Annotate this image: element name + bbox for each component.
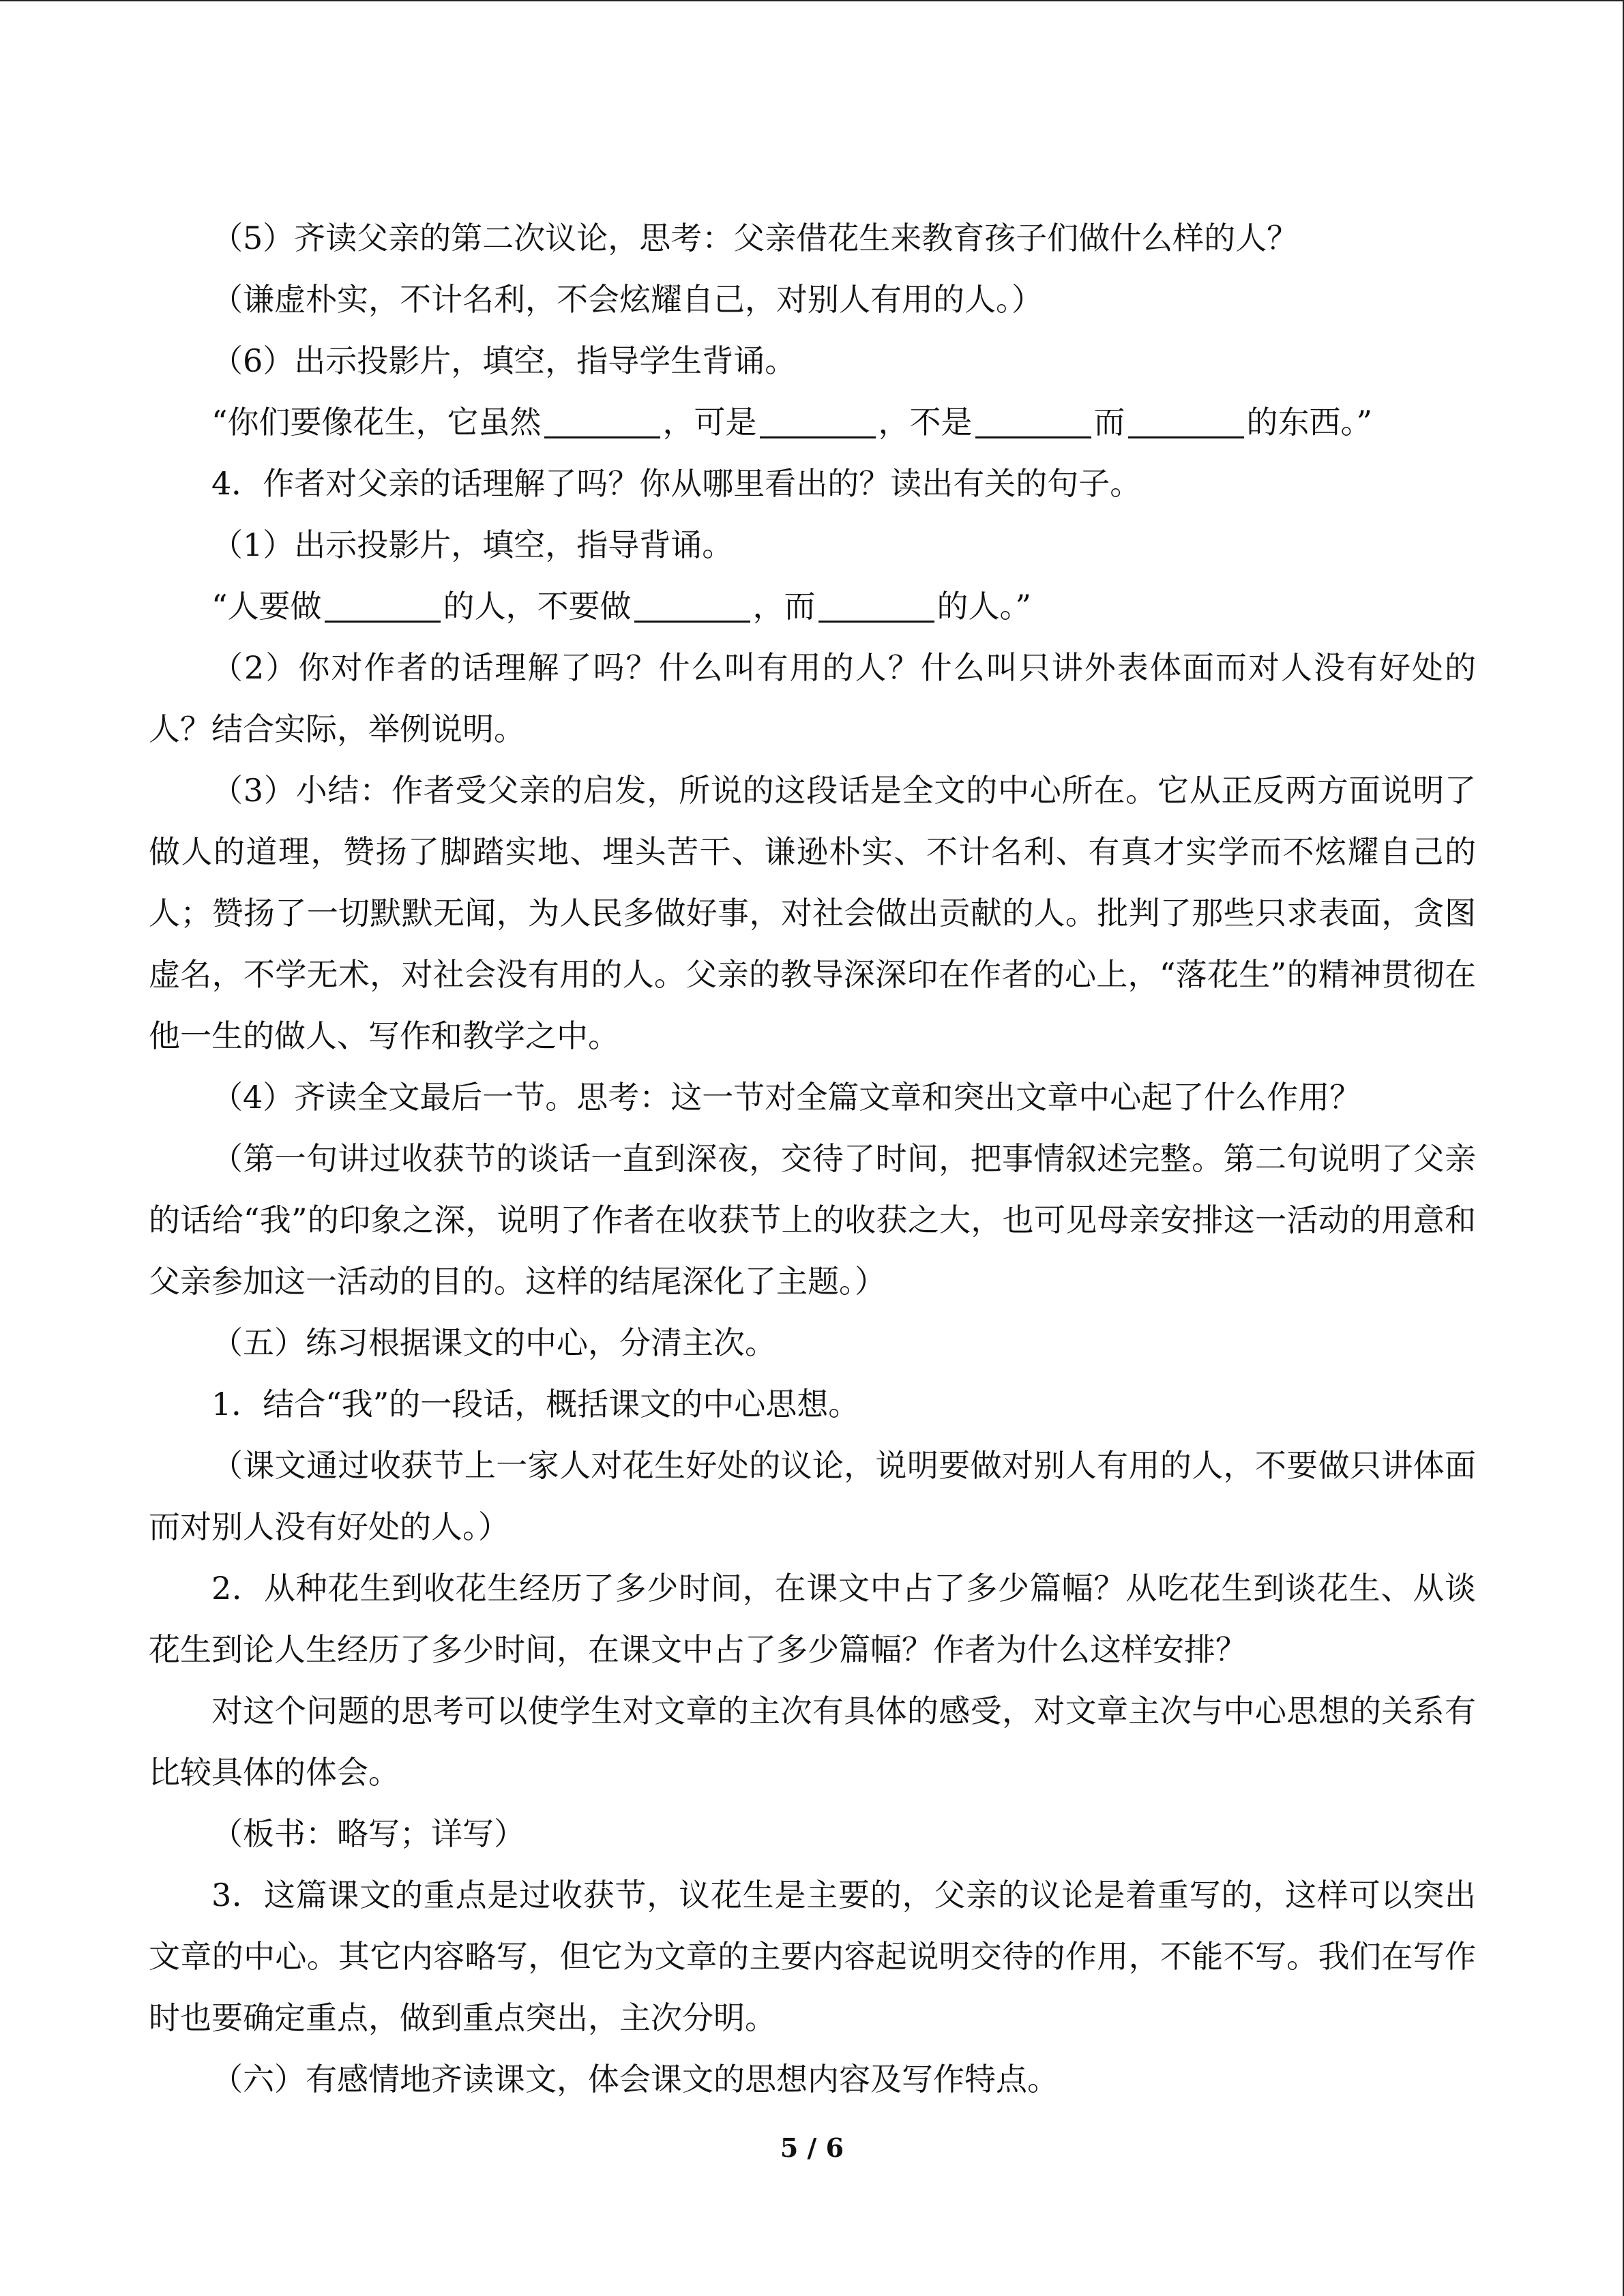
fill-in-blank-sentence-person: [149, 576, 1476, 637]
paragraph: （6）出示投影片，填空，指导学生背诵。: [211, 342, 797, 379]
paragraph: （3）小结：作者受父亲的启发，所说的这段话是全文的中心所在。它从正反两方面说明了做人的道理，赞扬了脚踏实地、埋头苦干、谦逊朴实、不计名利、有真才实学而不炫耀自己的人；赞扬了一切默默无闻，为人民多做好事，对社会做出贡献的人。批判了那些只求表面，贪图虚名，不学无术，对社会没有用的人。父亲的教导深深印在作者的心上，“落花生”的精神贯彻在他一生的做人、写作和教学之中。: [149, 772, 1476, 1054]
paragraph: （板书：略写；详写）: [211, 1815, 525, 1852]
paragraph: 1．结合“我”的一段话，概括课文的中心思想。: [211, 1386, 860, 1422]
answer-blank: [1128, 436, 1244, 438]
paragraph: （4）齐读全文最后一节。思考：这一节对全篇文章和突出文章中心起了什么作用？: [211, 1079, 1361, 1116]
paragraph: （5）齐读父亲的第二次议论，思考：父亲借花生来教育孩子们做什么样的人？: [211, 220, 1299, 256]
answer-blank: [634, 620, 750, 623]
paragraph: 4．作者对父亲的话理解了吗？你从哪里看出的？读出有关的句子。: [211, 465, 1142, 502]
section-heading: （六）有感情地齐读课文，体会课文的思想内容及写作特点。: [211, 2061, 1059, 2098]
paragraph: 2．从种花生到收花生经历了多少时间，在课文中占了多少篇幅？从吃花生到谈花生、从谈花生到论人生经历了多少时间，在课文中占了多少篇幅？作者为什么这样安排？: [149, 1570, 1476, 1668]
sentence-fragment: 而: [1093, 404, 1125, 441]
sentence-fragment: 的人。”: [936, 588, 1032, 625]
sentence-fragment: “人要做: [211, 588, 322, 625]
paragraph: （第一句讲过收获节的谈话一直到深夜，交待了时间，把事情叙述完整。第二句说明了父亲的话给“我”的印象之深，说明了作者在收获节上的收获之大，也可见母亲安排这一活动的用意和父亲参加这一活动的目的。这样的结尾深化了主题。）: [149, 1140, 1476, 1300]
paragraph: （2）你对作者的话理解了吗？什么叫有用的人？什么叫只讲外表体面而对人没有好处的人？结合实际，举例说明。: [149, 649, 1476, 747]
paragraph: （谦虚朴实，不计名利，不会炫耀自己，对别人有用的人。）: [211, 281, 1043, 318]
section-heading: （五）练习根据课文的中心，分清主次。: [211, 1324, 776, 1361]
sentence-fragment: 的人，不要做: [443, 588, 632, 625]
page-number: 5 / 6: [780, 2132, 844, 2163]
paragraph: 3．这篇课文的重点是过收获节，议花生是主要的，父亲的议论是着重写的，这样可以突出文章的中心。其它内容略写，但它为文章的主要内容起说明交待的作用，不能不写。我们在写作时也要确定重点，做到重点突出，主次分明。: [149, 1877, 1476, 2036]
sentence-fragment: ，不是: [878, 404, 973, 441]
paragraph: 对这个问题的思考可以使学生对文章的主次有具体的感受，对文章主次与中心思想的关系有比较具体的体会。: [149, 1693, 1476, 1791]
answer-blank: [975, 436, 1091, 438]
sentence-fragment: 的东西。”: [1246, 404, 1373, 441]
sentence-fragment: ，可是: [662, 404, 757, 441]
answer-blank: [544, 436, 660, 438]
answer-blank: [325, 620, 441, 623]
sentence-fragment: ，而: [752, 588, 816, 625]
fill-in-blank-sentence-peanut: [149, 391, 1476, 453]
answer-blank: [818, 620, 934, 623]
sentence-fragment: “你们要像花生，它虽然: [211, 404, 542, 441]
answer-blank: [760, 436, 876, 438]
paragraph: （1）出示投影片，填空，指导背诵。: [211, 526, 734, 563]
document-body: [149, 207, 1476, 2110]
paragraph: （课文通过收获节上一家人对花生好处的议论，说明要做对别人有用的人，不要做只讲体面而对别人没有好处的人。）: [149, 1447, 1476, 1545]
